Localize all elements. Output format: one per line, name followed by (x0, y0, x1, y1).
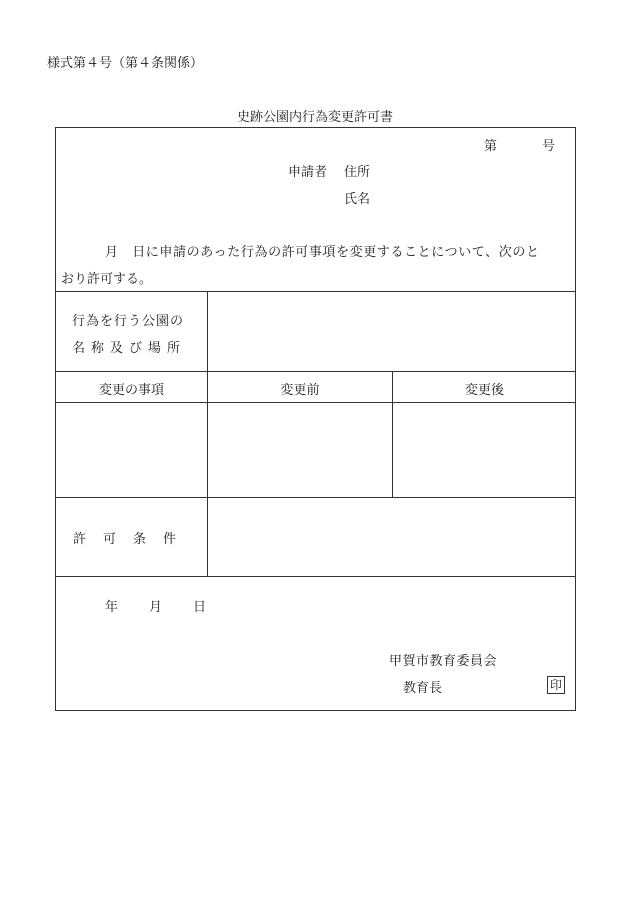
applicant-label: 申請者 (288, 165, 328, 180)
name-label: 氏名 (344, 192, 371, 207)
permit-number-dai: 第 (484, 139, 498, 154)
issuer-committee: 甲賀市教育委員会 (389, 654, 498, 669)
col-before: 変更前 (280, 383, 320, 398)
change-item-cell[interactable] (56, 403, 207, 497)
notice-body-line1: 月 日に申請のあった行為の許可事項を変更することについて、次のと (105, 245, 540, 260)
address-label: 住所 (344, 165, 371, 180)
rule-footer-top (56, 576, 575, 577)
form-number: 様式第４号（第４条関係） (47, 56, 204, 71)
date-day: 日 (193, 600, 207, 615)
permit-form-box (55, 127, 576, 711)
change-after-cell[interactable] (393, 403, 576, 497)
col-change-item: 変更の事項 (98, 383, 164, 398)
col-after: 変更後 (464, 383, 504, 398)
permit-number-gou: 号 (542, 139, 556, 154)
notice-body-line2: おり許可する。 (61, 272, 153, 287)
issuer-superintendent: 教育長 (403, 681, 443, 696)
rule-header-top (56, 371, 575, 372)
conditions-label: 許 可 条 件 (73, 532, 179, 547)
date-year: 年 (105, 600, 119, 615)
seal-mark: 印 (547, 676, 565, 694)
park-label-line2: 名称及び場所 (72, 341, 187, 356)
park-value-cell[interactable] (208, 292, 576, 371)
conditions-value-cell[interactable] (208, 498, 576, 576)
change-before-cell[interactable] (208, 403, 392, 497)
park-label-line1: 行為を行う公園の (72, 314, 185, 329)
date-month: 月 (149, 600, 163, 615)
document-title: 史跡公園内行為変更許可書 (236, 110, 393, 125)
